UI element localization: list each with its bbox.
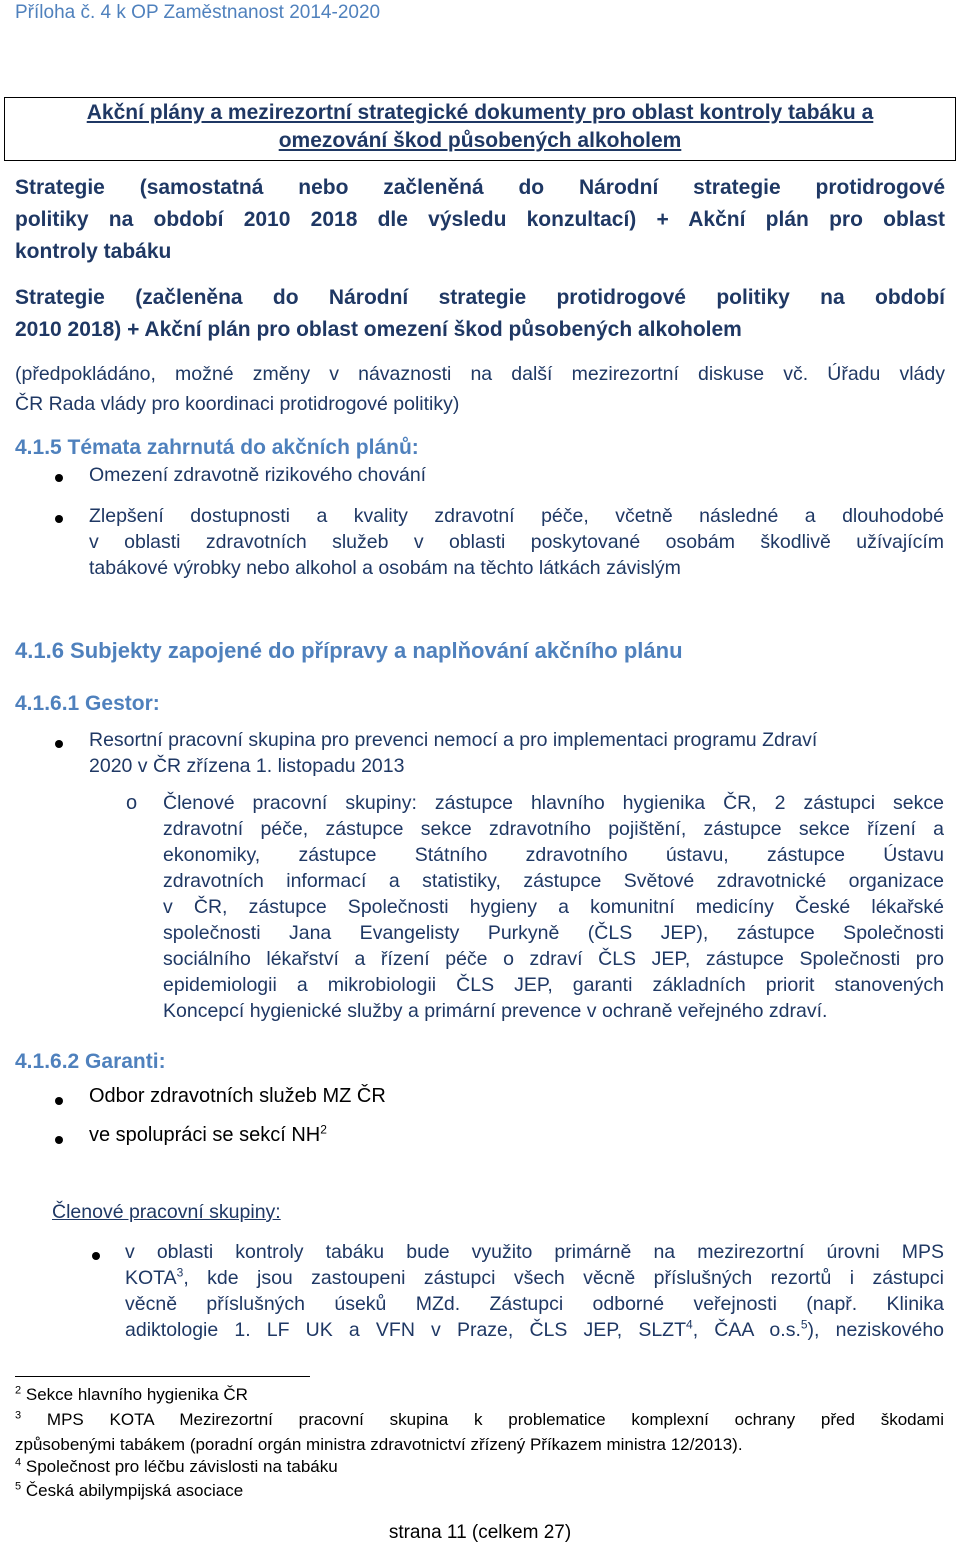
section-4162-heading: 4.1.6.2 Garanti:: [15, 1050, 166, 1073]
guarantor-2: ve spolupráci se sekcí $NH^2$: [89, 1122, 327, 1146]
bullet-icon: [55, 1097, 63, 1105]
section-4161-heading: 4.1.6.1 Gestor:: [15, 692, 160, 715]
page-number: strana 11 (celkem 27): [388, 1522, 572, 1543]
gestor-line-1: Resortní pracovní skupina pro prevenci nemocí a pro implementaci programu Zdraví: [89, 729, 818, 751]
bullet-icon: [55, 1136, 63, 1144]
note-line-2: ČR Rada vlády pro koordinaci protidrogové politiky): [15, 393, 460, 415]
footnote-3-line-1: $^3$ MPS KOTA Mezirezortní pracovní skupina k problematice komplexní ochrany před škodami: [15, 1409, 944, 1429]
document-header: Příloha č. 4 k OP Zaměstnanost 2014-2020: [15, 2, 381, 23]
members-line-9: Koncepcí hygienické služby a primární prevence v ochraně veřejného zdraví.: [163, 1000, 828, 1022]
guarantor-1: Odbor zdravotních služeb MZ ČR: [89, 1085, 386, 1107]
topic-2-line-3: tabákové výrobky nebo alkohol a osobám na těchto látkách závislým: [89, 557, 681, 579]
topic-2-line-1: Zlepšení dostupnosti a kvality zdravotní péče, včetně následné a dlouhodobé: [89, 505, 944, 527]
section-416-heading: 4.1.6 Subjekty zapojené do přípravy a naplňování akčního plánu: [15, 638, 683, 663]
footnote-3-line-2: způsobenými tabákem (poradní orgán ministra zdravotnictví zřízený Příkazem ministra 12/2013).: [15, 1435, 743, 1454]
circle-bullet-icon: o: [126, 792, 138, 814]
section-415-heading: 4.1.5 Témata zahrnutá do akčních plánů:: [15, 436, 419, 459]
members-line-1: Členové pracovní skupiny: zástupce hlavního hygienika ČR, 2 zástupci sekce: [163, 792, 944, 814]
gestor-line-2: 2020 v ČR zřízena 1. listopadu 2013: [89, 755, 405, 777]
bullet-icon: [92, 1252, 100, 1260]
topic-1: Omezení zdravotně rizikového chování: [89, 464, 427, 486]
members-line-7: sociálního lékařství a řízení péče o zdraví ČLS JEP, zástupce Společnosti pro: [163, 948, 944, 970]
strategy2-line-1: Strategie (začleněna do Národní strategie protidrogové politiky na období: [15, 286, 945, 309]
box-title-line-1: Akční plány a mezirezortní strategické dokumenty pro oblast kontroly tabáku a: [86, 101, 874, 124]
members-para-line-2: KOTA$^3$, kde jsou zastoupeni zástupci všech věcně příslušných rezortů i zástupci: [125, 1265, 944, 1289]
strategy2-line-2: 2010 2018) + Akční plán pro oblast omezení škod působených alkoholem: [15, 318, 742, 341]
topic-2-line-2: v oblasti zdravotních služeb v oblasti poskytované osobám škodlivě užívajícím: [89, 531, 944, 553]
members-para-line-1: v oblasti kontroly tabáku bude využito primárně na mezirezortní úrovni MPS: [125, 1241, 944, 1263]
bullet-icon: [55, 515, 63, 523]
box-title-line-2: omezování škod působených alkoholem: [278, 129, 682, 152]
members-line-8: epidemiologii a mikrobiologii ČLS JEP, garanti základních priorit stanovených: [163, 974, 944, 996]
members-para-line-3: věcně příslušných úseků MZd. Zástupci odborné veřejnosti (např. Klinika: [125, 1293, 944, 1315]
bullet-icon: [55, 474, 63, 482]
bullet-icon: [55, 740, 63, 748]
members-para-line-4: adiktologie 1. LF UK a VFN v Praze, ČLS JEP, SLZT$^4$, ČAA o.s.$^5$), neziskového: [125, 1317, 945, 1341]
members-line-3: ekonomiky, zástupce Státního zdravotního ústavu, zástupce Ústavu: [163, 844, 944, 866]
members-heading: Členové pracovní skupiny:: [52, 1201, 281, 1223]
members-line-6: společnosti Jana Evangelisty Purkyně (ČLS JEP), zástupce Společnosti: [163, 922, 944, 944]
strategy1-line-1: Strategie (samostatná nebo začleněná do Národní strategie protidrogové: [15, 176, 945, 199]
footnote-separator: [15, 1376, 310, 1377]
strategy1-line-3: kontroly tabáku: [15, 240, 172, 263]
footnote-5: $^5$ Česká abilympijská asociace: [15, 1480, 244, 1500]
note-line-1: (předpokládáno, možné změny v návaznosti na další mezirezortní diskuse vč. Úřadu vlády: [15, 363, 945, 385]
strategy1-line-2: politiky na období 2010 2018 dle výsledu konzultací) + Akční plán pro oblast: [15, 208, 945, 231]
footnote-2: $^2$ Sekce hlavního hygienika ČR: [15, 1384, 248, 1404]
footnote-4: $^4$ Společnost pro léčbu závislosti na tabáku: [15, 1456, 338, 1476]
section-title-box: [4, 97, 956, 161]
members-line-5: v ČR, zástupce Společnosti hygieny a komunitní medicíny České lékařské: [163, 896, 944, 918]
members-line-4: zdravotních informací a statistiky, zástupce Světové zdravotnické organizace: [163, 870, 944, 892]
members-line-2: zdravotní péče, zástupce sekce zdravotního pojištění, zástupce sekce řízení a: [163, 818, 944, 840]
